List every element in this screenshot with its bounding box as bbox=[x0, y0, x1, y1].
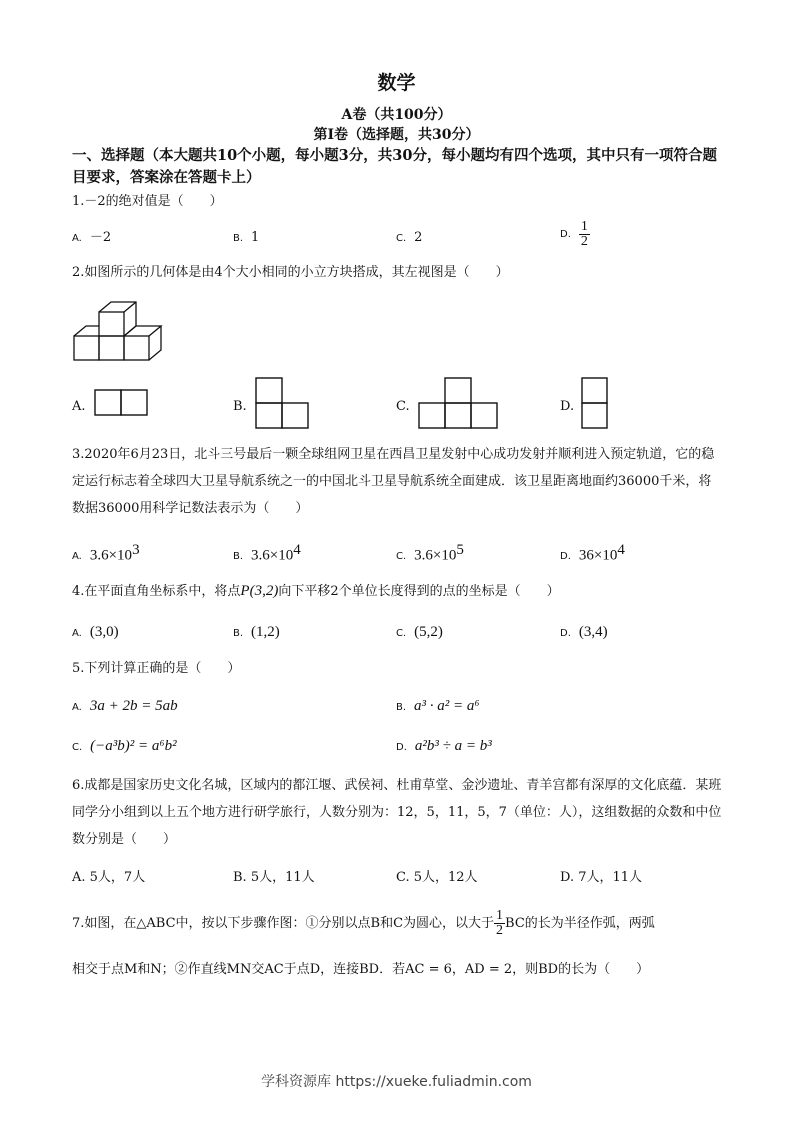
fraction-one-half: $\frac{1}{2}$ bbox=[580, 219, 588, 249]
q3-option-a: A. $3.6\times 10^3$ bbox=[72, 542, 140, 564]
q2-option-a-label: A. bbox=[72, 399, 86, 414]
q5-option-a: A. 3a + 2b = 5ab bbox=[72, 698, 178, 714]
q2-option-d-view bbox=[581, 377, 609, 429]
q6-option-d: D. 7人，11人 bbox=[560, 870, 643, 885]
q3-option-c: C. $3.6\times 10^5$ bbox=[396, 542, 464, 564]
q1-option-d: D. $\frac{1}{2}$ bbox=[560, 219, 588, 249]
q2-option-b-view bbox=[255, 377, 309, 429]
q4-option-b: B. (1,2) bbox=[233, 624, 280, 640]
q2-option-d-label: D. bbox=[560, 399, 575, 414]
q4-option-c: C. (5,2) bbox=[396, 624, 443, 640]
q6-option-c: C. 5人，12人 bbox=[396, 870, 478, 885]
q2-solid-figure bbox=[70, 300, 166, 362]
q2-option-b-label: B. bbox=[233, 399, 247, 414]
section1-heading: 一、选择题（本大题共10个小题，每小题3分，共30分，每小题均有四个选项，其中只有一项符合题目要求，答案涂在答题卡上） bbox=[72, 147, 717, 186]
q6-option-b: B. 5人，11人 bbox=[233, 870, 315, 885]
q5-option-b: B. a³ · a² = a⁶ bbox=[396, 698, 480, 714]
q3-option-b: B. $3.6\times 10^4$ bbox=[233, 542, 301, 564]
q2-option-a-view bbox=[94, 389, 148, 417]
q4-option-d: D. (3,4) bbox=[560, 624, 608, 640]
q3-option-d: D. $36\times 10^4$ bbox=[560, 542, 625, 564]
q2-stem: 2.如图所示的几何体是由4个大小相同的小立方块搭成，其左视图是（ ） bbox=[72, 265, 509, 280]
q1-option-a: A. －2 bbox=[72, 230, 112, 245]
fraction-one-half: $\frac{1}{2}$ bbox=[496, 908, 504, 938]
q4-stem: 4.在平面直角坐标系中，将点P(3,2)向下平移2个单位长度得到的点的坐标是（ ） bbox=[72, 583, 560, 599]
q5-stem: 5.下列计算正确的是（ ） bbox=[72, 661, 241, 676]
q1-option-c: C. 2 bbox=[396, 230, 423, 245]
part1-heading: 第Ⅰ卷（选择题，共30分） bbox=[313, 127, 480, 143]
q3-stem: 3.2020年6月23日，北斗三号最后一颗全球组网卫星在西昌卫星发射中心成功发射并顺利进入预定轨道，它的稳定运行标志着全球四大卫星导航系统之一的中国北斗卫星导航系统全面建成．该卫星距离地面约36000千米，将数据36000用科学记数法表示为（ ） bbox=[72, 447, 715, 516]
paper-a-heading: A卷（共100分） bbox=[341, 107, 452, 123]
q4-option-a: A. (3,0) bbox=[72, 624, 119, 640]
q7-line1: 7.如图，在△ABC中，按以下步骤作图：①分别以点B和C为圆心，以大于 $\frac{1}{2}$ BC的长为半径作弧，两弧 bbox=[72, 908, 655, 938]
page-title: 数学 bbox=[377, 72, 416, 94]
q2-option-c-view bbox=[418, 377, 498, 429]
footer-watermark: 学科资源库 https://xueke.fuliadmin.com bbox=[261, 1074, 532, 1090]
q1-stem: 1.－2的绝对值是（ ） bbox=[72, 194, 223, 209]
q5-option-c: C. (−a³b)² = a⁶b² bbox=[72, 738, 177, 754]
q2-option-c-label: C. bbox=[396, 399, 410, 414]
q6-option-a: A. 5人，7人 bbox=[72, 870, 146, 885]
q1-option-b: B. 1 bbox=[233, 230, 260, 245]
q6-stem: 6.成都是国家历史文化名城，区域内的都江堰、武侯祠、杜甫草堂、金沙遗址、青羊宫都有深厚的文化底蕴．某班同学分小组到以上五个地方进行研学旅行，人数分别为：12，5，11，5，7（单位：人），这组数据的众数和中位数分别是（ ） bbox=[72, 778, 722, 847]
q5-option-d: D. a²b³ ÷ a = b³ bbox=[396, 738, 492, 754]
q7-line2: 相交于点M和N；②作直线MN交AC于点D，连接BD．若AC = 6，AD = 2，则BD的长为（ ） bbox=[72, 962, 650, 977]
